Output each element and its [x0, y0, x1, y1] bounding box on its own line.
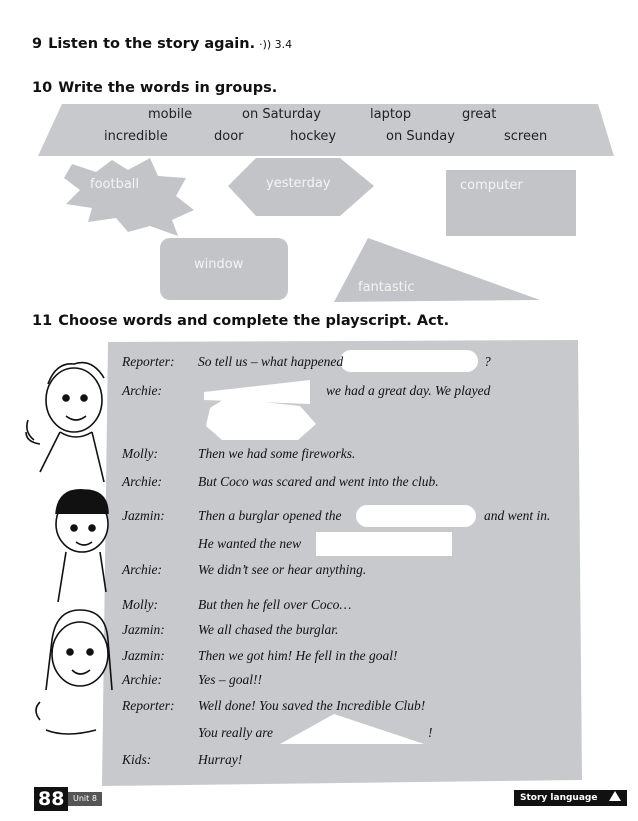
section-label-text: Story language [520, 793, 598, 803]
script-line: He wanted the new [198, 536, 302, 551]
exercise-instruction: Write the words in groups. [58, 80, 278, 96]
archie-cartoon [26, 363, 104, 482]
speaker-name: Archie: [122, 474, 162, 489]
speaker-name: Archie: [122, 383, 162, 398]
word-bank-word: great [462, 107, 497, 122]
script-line: But then he fell over Coco… [198, 597, 352, 612]
speaker-name: Kids: [122, 752, 152, 767]
script-line: So tell us – what happened [198, 354, 344, 369]
audio-track-icon[interactable]: ·)) 3.4 [259, 38, 293, 51]
speaker-name: Molly: [122, 446, 158, 461]
script-line-end: and went in. [484, 508, 551, 523]
word-bank-word: screen [504, 129, 548, 144]
group-label-fantastic: fantastic [358, 280, 415, 295]
script-line: But Coco was scared and went into the club. [198, 474, 439, 489]
speaker-name: Archie: [122, 672, 162, 687]
word-bank-word: on Sunday [386, 129, 455, 144]
speaker-name: Archie: [122, 562, 162, 577]
speaker-name: Reporter: [122, 698, 175, 713]
triangle-icon [609, 791, 621, 801]
speaker-name: Jazmin: [122, 508, 165, 523]
group-label-yesterday: yesterday [266, 176, 331, 191]
group-label-football: football [90, 177, 140, 192]
jazmin-cartoon [56, 490, 108, 602]
speaker-name: Jazmin: [122, 648, 165, 663]
molly-cartoon [36, 610, 112, 734]
exercise-number: 11 [32, 313, 53, 329]
script-line: Then we had some fireworks. [198, 446, 356, 461]
exercise-number: 9 [32, 36, 43, 52]
answer-blank[interactable] [356, 505, 476, 527]
speaker-name: Reporter: [122, 354, 175, 369]
speaker-name: Molly: [122, 597, 158, 612]
exercise-instruction: Listen to the story again. [48, 36, 256, 52]
script-line: We all chased the burglar. [198, 622, 339, 637]
script-line-end: ! [428, 725, 433, 740]
script-line: Yes – goal!! [198, 672, 263, 687]
script-line: We didn’t see or hear anything. [198, 562, 367, 577]
word-bank-word: door [214, 129, 244, 144]
exercise-11-heading [32, 313, 449, 329]
word-bank-word: incredible [104, 129, 168, 144]
unit-label: Unit 8 [68, 792, 102, 806]
speaker-name: Jazmin: [122, 622, 165, 637]
script-line: You really are [198, 725, 274, 740]
page-number: 88 [34, 787, 68, 811]
group-label-computer: computer [460, 178, 523, 193]
football-starburst [64, 158, 194, 236]
word-bank-word: on Saturday [242, 107, 321, 122]
word-bank-word: hockey [290, 129, 337, 144]
script-line-end: ? [484, 354, 491, 369]
script-line: Then we got him! He fell in the goal! [198, 648, 398, 663]
answer-blank[interactable] [316, 532, 452, 556]
word-bank-word: mobile [148, 107, 193, 122]
exercise-instruction: Choose words and complete the playscript. Act. [58, 313, 450, 329]
word-bank-word: laptop [370, 107, 412, 122]
script-line: Well done! You saved the Incredible Club! [198, 698, 426, 713]
exercise-number: 10 [32, 80, 53, 96]
answer-blank[interactable] [340, 350, 478, 372]
script-line: Then a burglar opened the [198, 508, 342, 523]
group-label-window: window [194, 257, 244, 272]
script-line: we had a great day. We played [326, 383, 491, 398]
section-label [514, 790, 627, 806]
script-line: Hurray! [198, 752, 243, 767]
